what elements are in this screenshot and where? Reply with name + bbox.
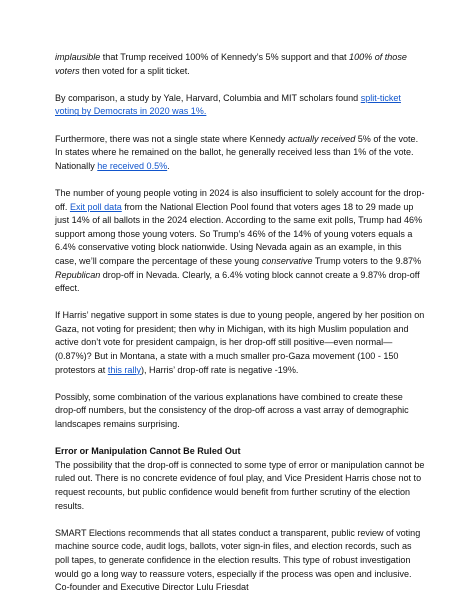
body-text: Trump voters to the 9.87%	[312, 255, 422, 266]
body-text: from the National Election Pool found that voters ages 18 to 29 made up just 14% of all ballots in the 2024 election. According to the same exit polls, Trump had 46% support among those young voters. So Trump’s 46% of the 14% of young voters equals a 6.4% conservative voting block nationwide. Using Nevada again as an example, in this case, we’ll compare the percentage of these young	[55, 201, 423, 266]
body-text: If Harris’ negative support in some states is due to young people, angered by her position on Gaza, not voting for president; then why in Michigan, with its high Muslim population and active don’t vote for president campaign, is her drop-off still positive—even normal— (0.87%)? But in Montana, a state with a much smaller pro-Gaza movement (100 - 150 protestors at	[55, 310, 425, 375]
body-text: By comparison, a study by Yale, Harvard, Columbia and MIT scholars found	[55, 92, 361, 103]
paragraph-kennedy-vote-share	[55, 133, 425, 174]
emphasis-text: actually received	[287, 133, 356, 144]
body-text: ), Harris’ drop-off rate is negative -19%.	[141, 364, 299, 375]
body-text: The number of young people voting in 2024 is also insufficient to solely account for the drop-off.	[55, 187, 425, 212]
body-text: Possibly, some combination of the various explanations have combined to create these drop-off numbers, but the consistency of the drop-off across a vast array of demographic landscapes remains surprising.	[55, 391, 409, 430]
link-exit-poll-data[interactable]: Exit poll data	[69, 201, 122, 212]
body-text: 5% of the vote. In states where he remained on the ballot, he generally received less than 1% of the vote. Nationally	[55, 133, 419, 171]
body-text: .	[167, 160, 170, 171]
paragraph-error-manipulation	[55, 459, 425, 513]
paragraph-young-voters	[55, 187, 425, 296]
emphasis-text: Republican	[55, 269, 101, 280]
link-this-rally[interactable]: this rally	[107, 364, 141, 375]
link-split-ticket-voting[interactable]: split-ticket voting by Democrats in 2020 was 1%.	[55, 92, 401, 117]
body-text: The possibility that the drop-off is connected to some type of error or manipulation cannot be ruled out. There is no concrete evidence of foul play, and Vice President Harris chose not to request recounts, but public confidence would benefit from further scrutiny of the election results.	[55, 459, 425, 511]
body-text: that Trump received 100% of Kennedy’s 5% support and that	[100, 52, 350, 62]
paragraph-kennedy-implausible	[55, 51, 425, 78]
body-text: SMART Elections recommends that all states conduct a transparent, public review of voting machine source code, audit logs, ballots, voter sign-in files, and election records, such as poll tapes, to generate confidence in the election results. This type of robust investigation would go a long way to reassure voters, especially if the process was open and inclusive. Co-founder and Executive Director Lulu Friesdat	[55, 527, 421, 593]
paragraph-split-ticket-study	[55, 92, 425, 119]
body-text: then voted for a split ticket.	[79, 65, 190, 76]
body-text: Furthermore, there was not a single state where Kennedy	[55, 133, 288, 144]
document-page	[55, 51, 425, 595]
section-heading: Error or Manipulation Cannot Be Ruled Out	[55, 446, 241, 457]
emphasis-text: conservative	[261, 255, 313, 266]
paragraph-combination-explanations	[55, 391, 425, 432]
paragraph-harris-gaza	[55, 309, 425, 377]
body-text: drop-off in Nevada. Clearly, a 6.4% voting block cannot create a 9.87% drop-off effect.	[55, 269, 420, 294]
link-kennedy-national-share[interactable]: he received 0.5%	[97, 160, 168, 171]
emphasis-text: implausible	[55, 52, 101, 62]
emphasis-text: 100% of those voters	[55, 52, 407, 76]
paragraph-smart-elections	[55, 527, 425, 595]
